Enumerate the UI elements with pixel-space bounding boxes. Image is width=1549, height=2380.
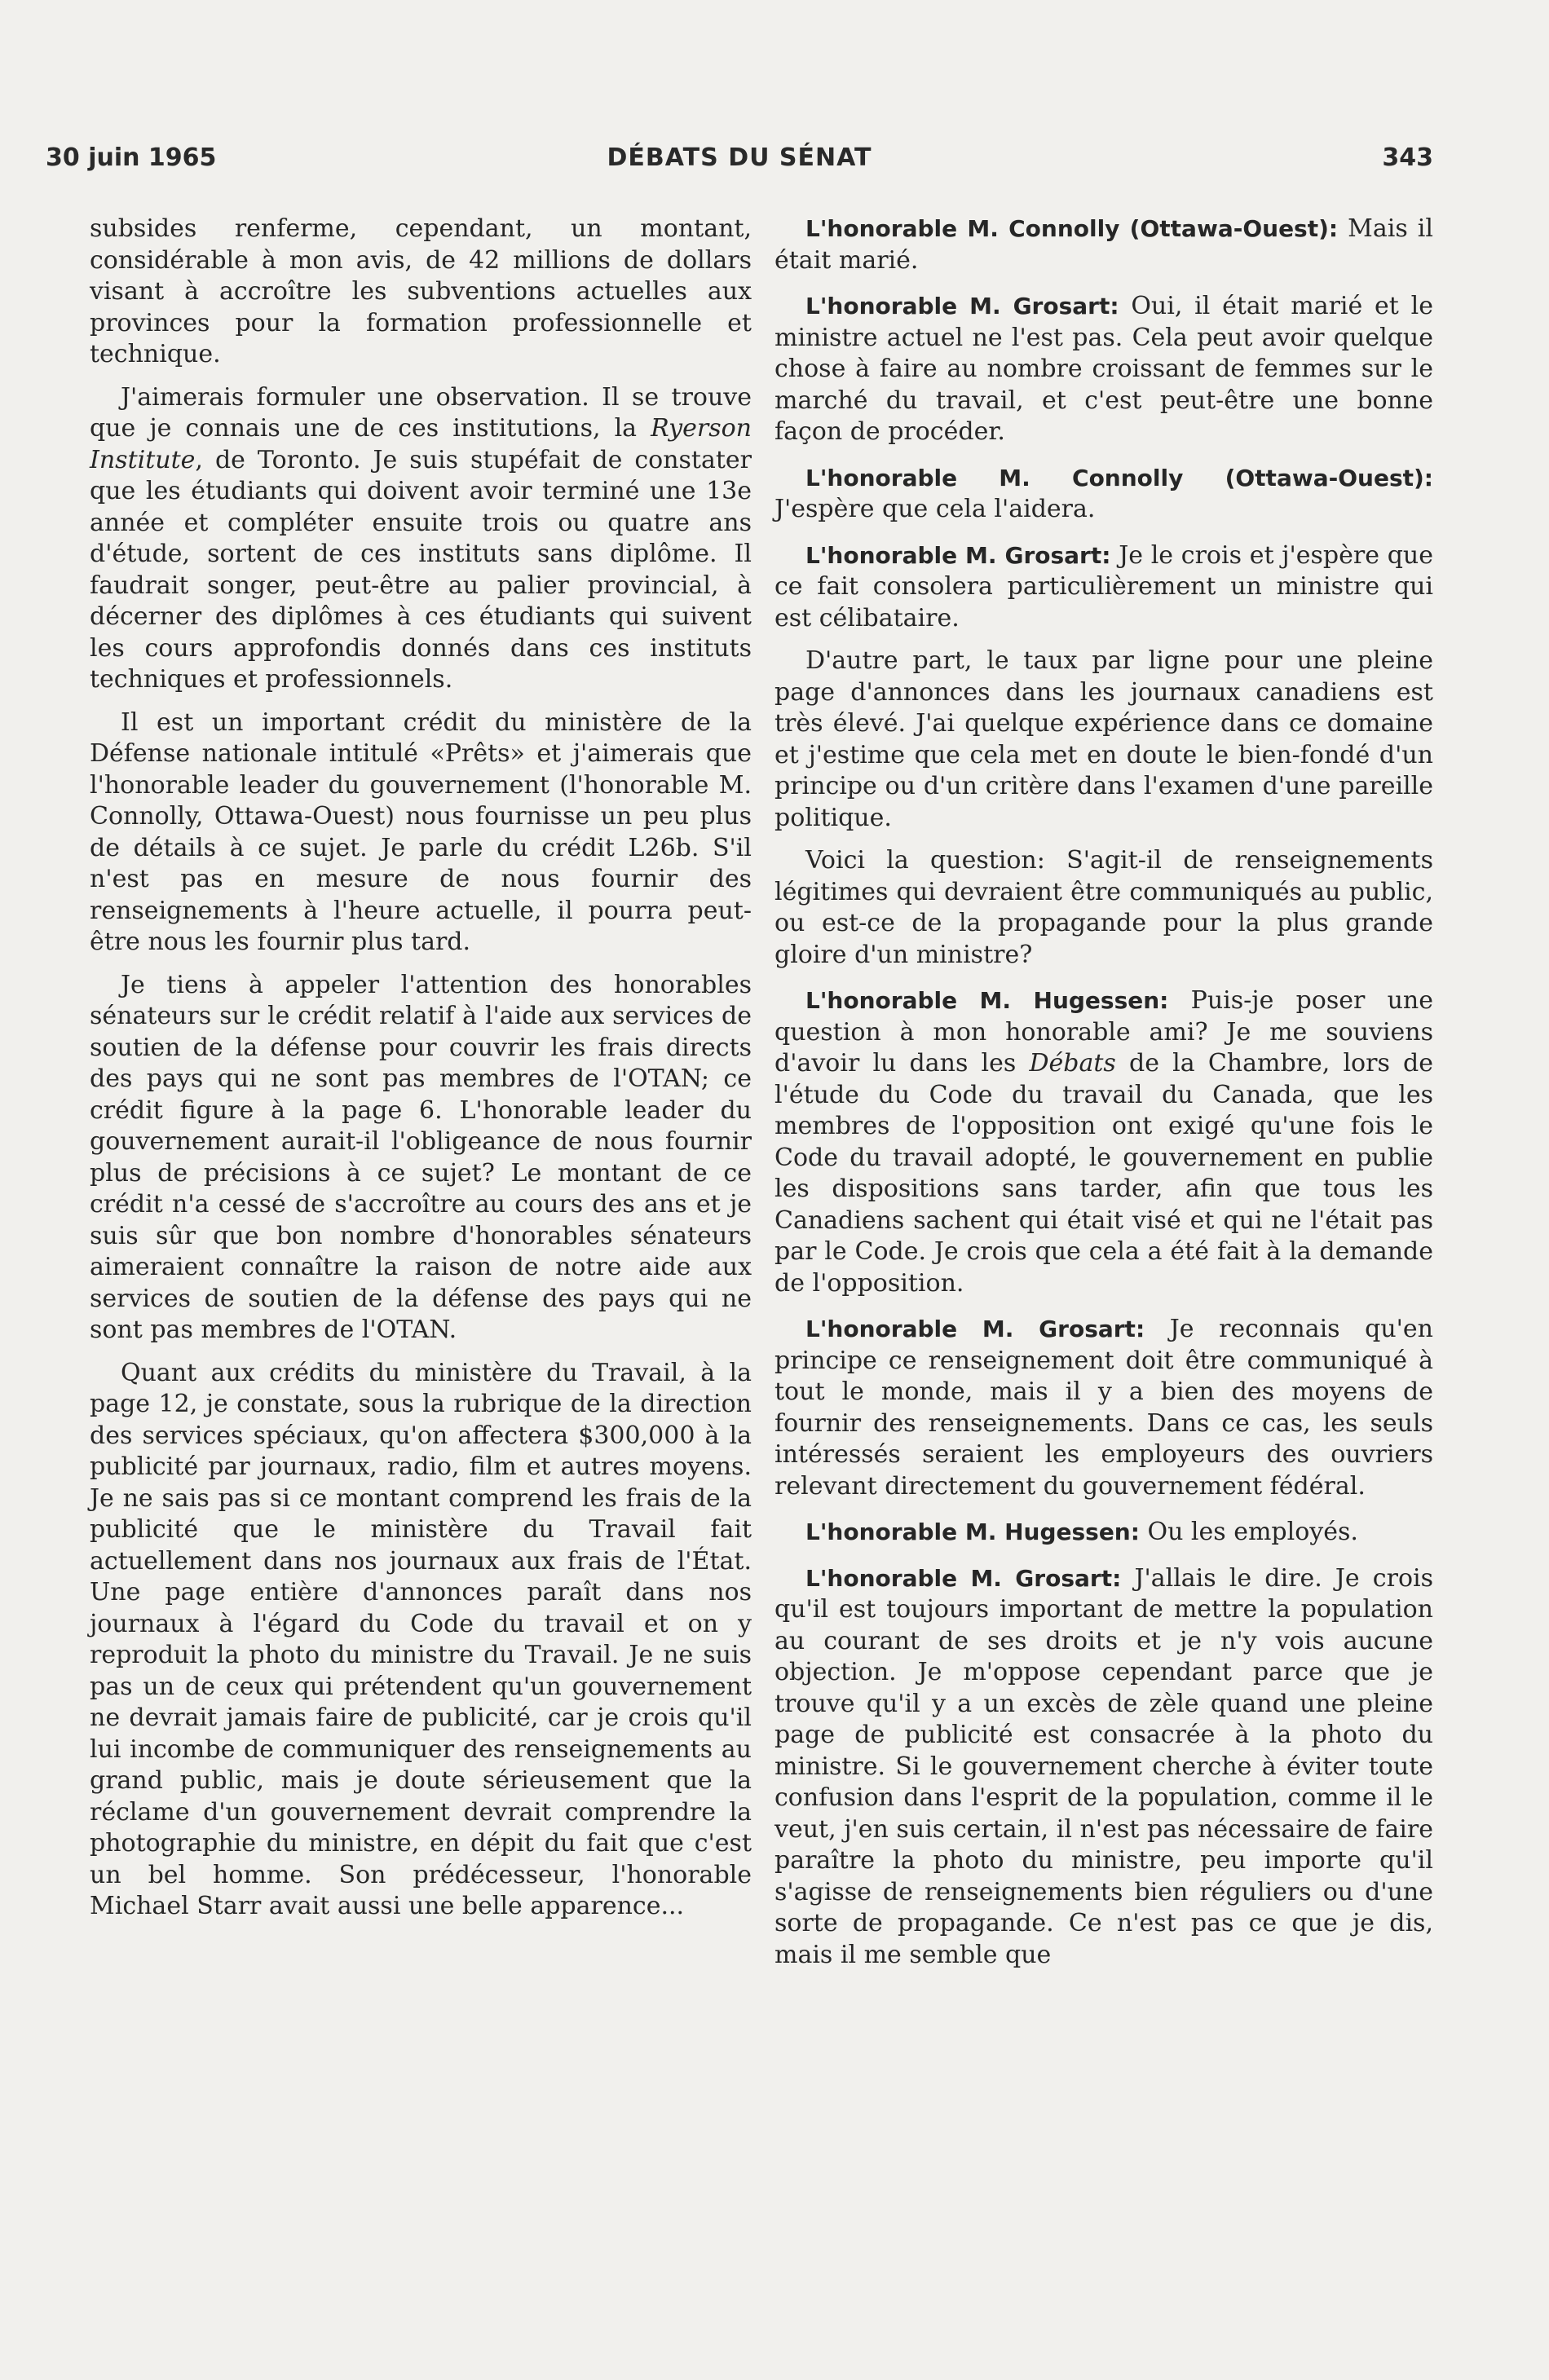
- speech: L'honorable M. Grosart: Je le crois et j'espère que ce fait consolera particulièrement un ministre qui est célibataire.: [774, 540, 1433, 632]
- speech: L'honorable M. Grosart: J'allais le dire. Je crois qu'il est toujours important de mettre la population au courant de ses droits et je n'y vois aucune objection. Je m'oppose cependant parce que je trouve qu'il y a un excès de zèle quand une pleine page de publicité est consacrée à la photo du ministre. Si le gouvernement cherche à éviter toute confusion dans l'esprit de la population, comme il le veut, j'en suis certain, il n'est pas nécessaire de faire paraître la photo du ministre, peu importe qu'il s'agisse de renseignements bien réguliers ou d'une sorte de propagande. Ce n'est pas ce que je dis, mais il me semble que: [774, 1563, 1433, 1969]
- speaker-name: L'honorable M. Connolly (Ottawa-Ouest):: [805, 215, 1339, 242]
- paragraph: Quant aux crédits du ministère du Travail, à la page 12, je constate, sous la rubrique de la direction des services spéciaux, qu'on affectera $300,000 à la publicité par journaux, radio, film et autres moyens. Je ne sais pas si ce montant comprend les frais de la publicité que le ministère du Travail fait actuellement dans nos journaux aux frais de l'État. Une page entière d'annonces paraît dans nos journaux à l'égard du Code du travail et on y reproduit la photo du ministre du Travail. Je ne suis pas un de ceux qui prétendent qu'un gouvernement ne devrait jamais faire de publicité, car je crois qu'il lui incombe de communiquer des renseignements au grand public, mais je doute sérieusement que la réclame d'un gouvernement devrait comprendre la photographie du ministre, en dépit du fait que c'est un bel homme. Son prédécesseur, l'honorable Michael Starr avait aussi une belle apparence...: [90, 1358, 752, 1920]
- speech: L'honorable M. Connolly (Ottawa-Ouest): Mais il était marié.: [774, 214, 1433, 275]
- speaker-name: L'honorable M. Grosart:: [805, 541, 1111, 569]
- left-column: [90, 214, 752, 1934]
- speaker-name: L'honorable M. Hugessen:: [805, 987, 1169, 1014]
- speech: L'honorable M. Grosart: Je reconnais qu'en principe ce renseignement doit être communiqué à tout le monde, mais il y a bien des moyens de fournir des renseignements. Dans ce cas, les seuls intéressés seraient les employeurs des ouvriers relevant directement du gouvernement fédéral.: [774, 1315, 1433, 1501]
- speech: L'honorable M. Connolly (Ottawa-Ouest): J'espère que cela l'aidera.: [774, 464, 1433, 523]
- speech: L'honorable M. Hugessen: Puis-je poser une question à mon honorable ami? Je me souviens d'avoir lu dans les Débats de la Chambre, lors de l'étude du Code du travail du Canada, que les membres de l'opposition ont exigé qu'une fois le Code du travail adopté, le gouvernement en publie les dispositions sans tarder, afin que tous les Canadiens sachent qui était visé et qui ne l'était pas par le Code. Je crois que cela a été fait à la demande de l'opposition.: [774, 986, 1433, 1298]
- header-date: 30 juin 1965: [46, 143, 217, 172]
- header-title: DÉBATS DU SÉNAT: [607, 143, 872, 172]
- paragraph: subsides renferme, cependant, un montant, considérable à mon avis, de 42 millions de dollars visant à accroître les subventions actuelles aux provinces pour la formation professionnelle et technique.: [90, 214, 752, 368]
- right-column: [774, 214, 1433, 1982]
- speaker-name: L'honorable M. Connolly (Ottawa-Ouest):: [805, 464, 1433, 491]
- paragraph: J'aimerais formuler une observation. Il se trouve que je connais une de ces institutions, la Ryerson Institute, de Toronto. Je suis stupéfait de constater que les étudiants qui doivent avoir terminé une 13e année et compléter ensuite trois ou quatre ans d'étude, sortent de ces instituts sans diplôme. Il faudrait songer, peut-être au palier provincial, à décerner des diplômes à ces étudiants qui suivent les cours approfondis donnés dans ces instituts techniques et professionnels.: [90, 382, 752, 694]
- paragraph: Je tiens à appeler l'attention des honorables sénateurs sur le crédit relatif à l'aide aux services de soutien de la défense pour couvrir les frais directs des pays qui ne sont pas membres de l'OTAN; ce crédit figure à la page 6. L'honorable leader du gouvernement aurait-il l'obligeance de nous fournir plus de précisions à ce sujet? Le montant de ce crédit n'a cessé de s'accroître au cours des ans et je suis sûr que bon nombre d'honorables sénateurs aimeraient connaître la raison de notre aide aux services de soutien de la défense des pays qui ne sont pas membres de l'OTAN.: [90, 970, 752, 1344]
- paragraph: D'autre part, le taux par ligne pour une pleine page d'annonces dans les journaux canadiens est très élevé. J'ai quelque expérience dans ce domaine et j'estime que cela met en doute le bien-fondé d'un principe ou d'un critère dans l'examen d'une pareille politique.: [774, 646, 1433, 832]
- italic-title: Débats: [1029, 1049, 1116, 1078]
- speaker-name: L'honorable M. Grosart:: [805, 1316, 1145, 1342]
- paragraph: Il est un important crédit du ministère de la Défense nationale intitulé «Prêts» et j'aimerais que l'honorable leader du gouvernement (l'honorable M. Connolly, Ottawa-Ouest) nous fournisse un peu plus de détails à ce sujet. Je parle du crédit L26b. S'il n'est pas en mesure de nous fournir des renseignements à l'heure actuelle, il pourra peut-être nous les fournir plus tard.: [90, 707, 752, 956]
- speaker-name: L'honorable M. Grosart:: [805, 293, 1119, 320]
- speaker-name: L'honorable M. Grosart:: [805, 1564, 1122, 1592]
- page-number: 343: [1382, 143, 1433, 172]
- paragraph: Voici la question: S'agit-il de renseignements légitimes qui devraient être communiqués au public, ou est-ce de la propagande pour la plus grande gloire d'un ministre?: [774, 846, 1433, 969]
- speech: L'honorable M. Hugessen: Ou les employés.: [805, 1518, 1358, 1546]
- speaker-name: L'honorable M. Hugessen:: [805, 1518, 1140, 1545]
- speech: L'honorable M. Grosart: Oui, il était marié et le ministre actuel ne l'est pas. Cela peut avoir quelque chose à faire au nombre croissant de femmes sur le marché du travail, et c'est peut-être une bonne façon de procéder.: [774, 292, 1433, 446]
- italic-name: Ryerson Institute: [90, 414, 752, 474]
- running-header: [46, 143, 1433, 184]
